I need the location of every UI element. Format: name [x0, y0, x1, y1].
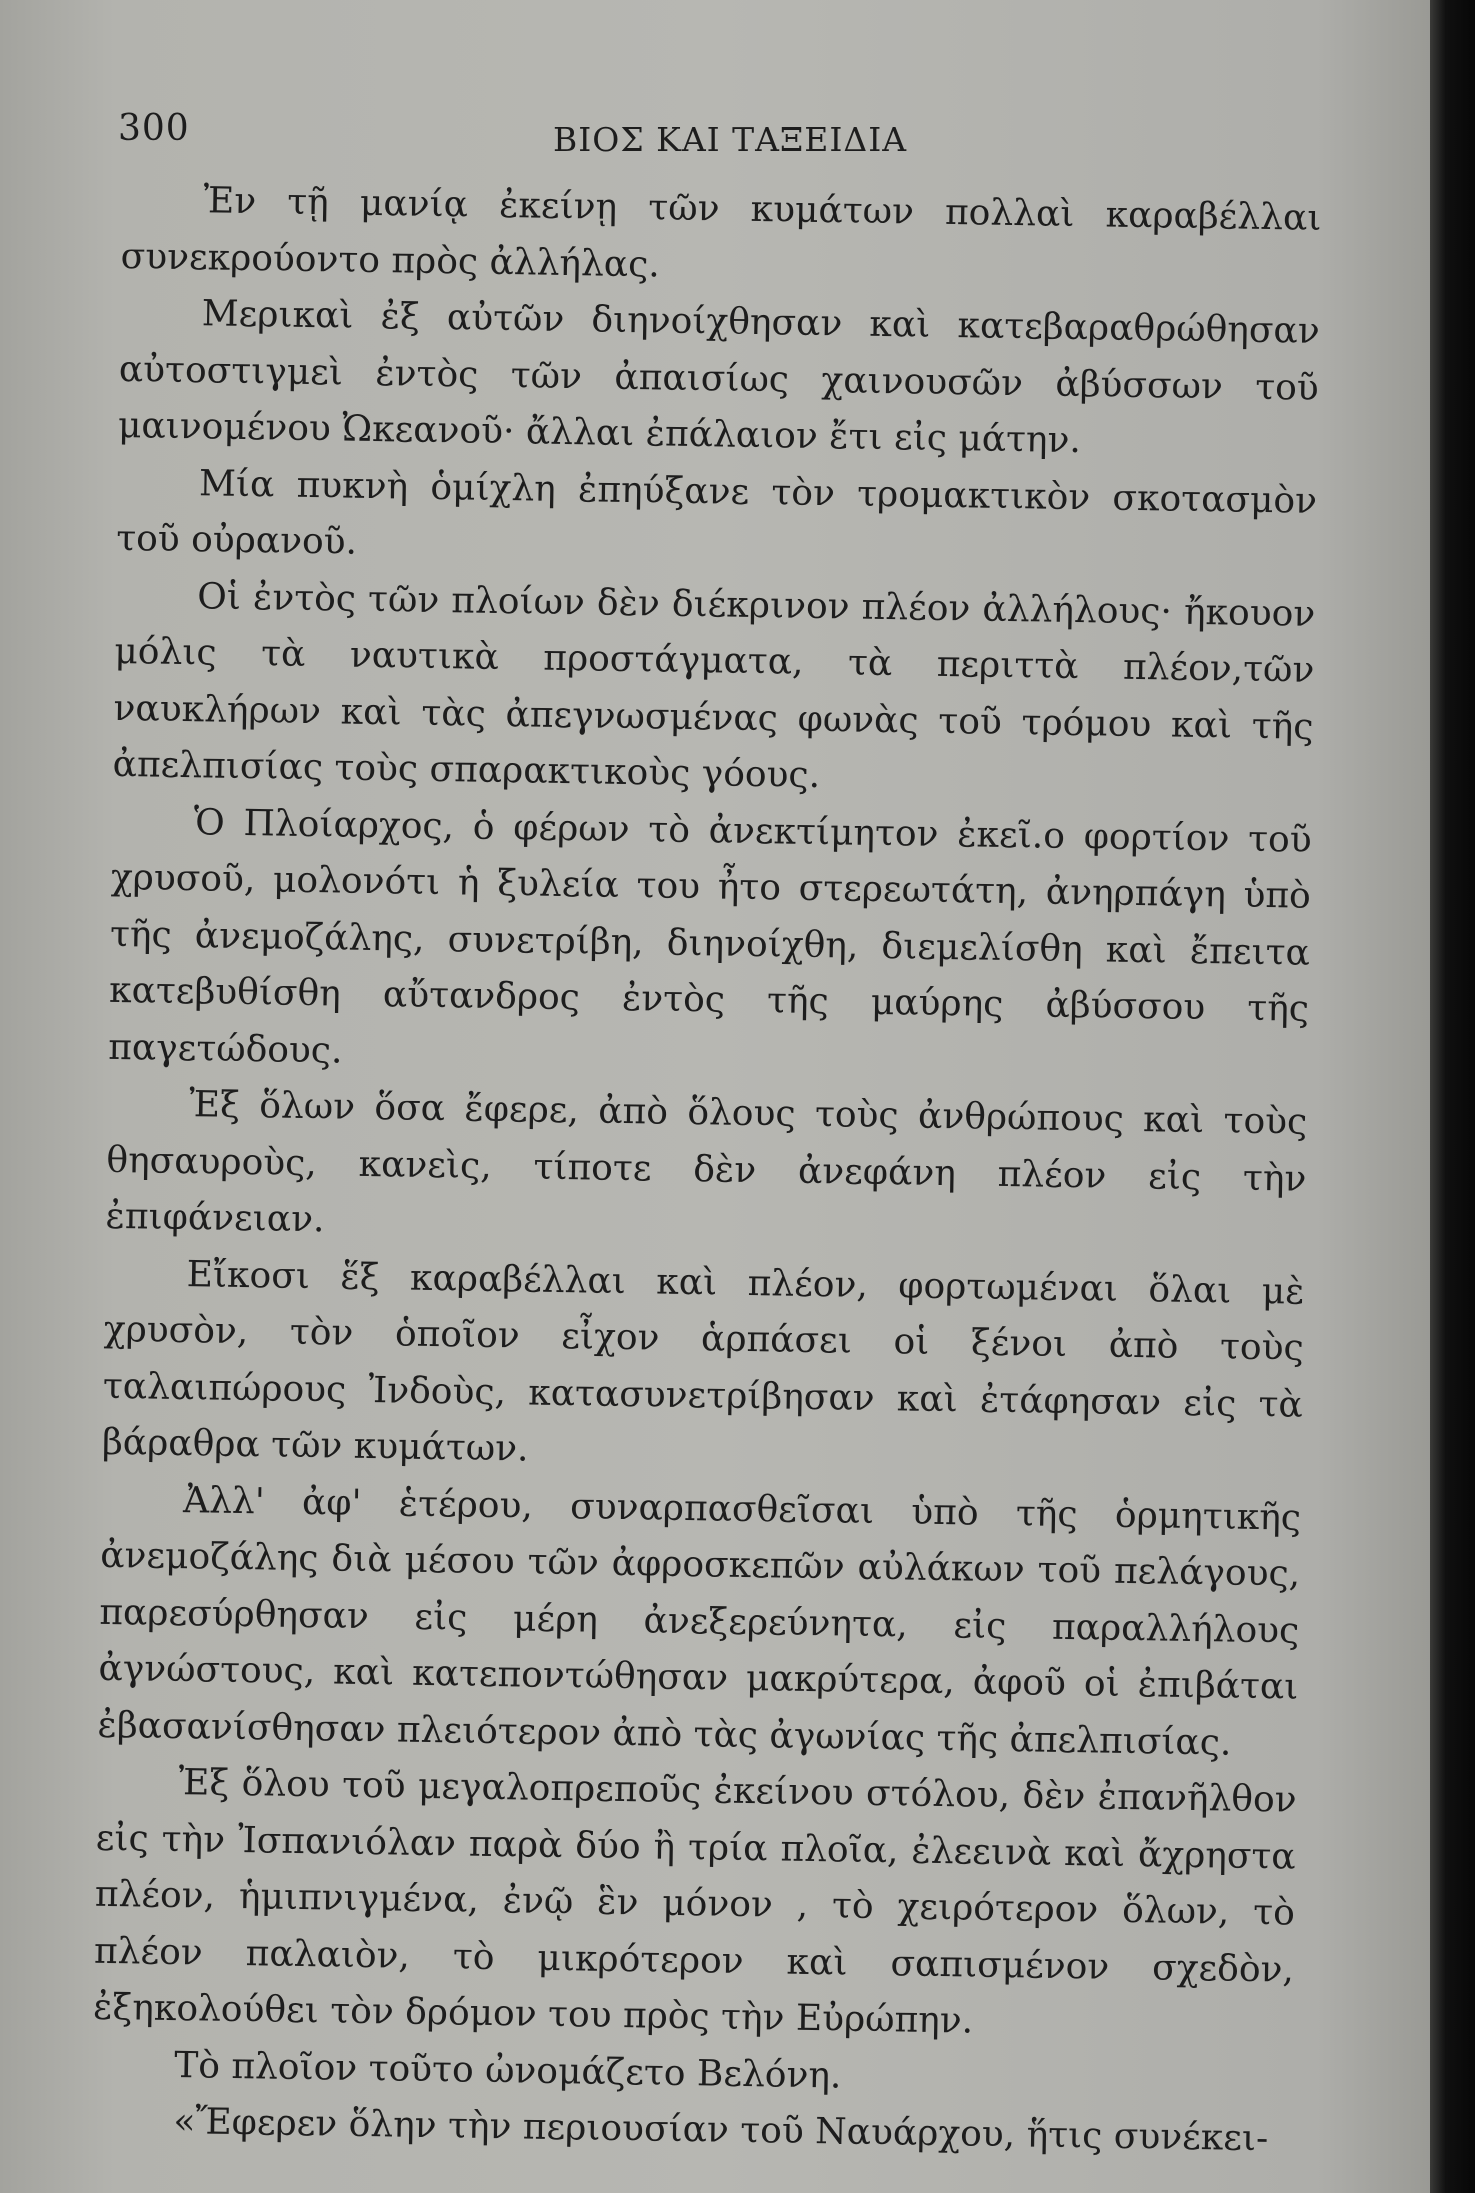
paragraph: Ἐξ ὅλων ὅσα ἔφερε, ἀπὸ ὅλους τοὺς ἀνθρώπους καὶ τοὺς θησαυροὺς, κανεὶς, τίποτε δὲν ἀνεφάνη πλέον εἰς τὴν ἐπιφάνειαν.	[105, 1084, 1308, 1241]
paragraph: Μία πυκνὴ ὁμίχλη ἐπηύξανε τὸν τρομακτικὸν σκοτασμὸν τοῦ οὐρανοῦ.	[115, 462, 1318, 563]
paragraph: Ἐν τῇ μανίᾳ ἐκείνῃ τῶν κυμάτων πολλαὶ καραβέλλαι συνεκρούοντο πρὸς ἀλλήλας.	[120, 180, 1322, 285]
paragraph: Τὸ πλοῖον τοῦτο ὠνομάζετο Βελόνη.	[173, 2044, 842, 2097]
paragraph: Ἀλλ' ἀφ' ἑτέρου, συναρπασθεῖσαι ὑπὸ τῆς ὁρμητικῆς ἀνεμοζάλης διὰ μέσου τῶν ἀφροσκεπῶν αὐλάκων τοῦ πελάγους, παρεσύρθησαν εἰς μέρη ἀνεξερεύνητα, εἰς παραλλήλους ἀγνώστους, καὶ κατεποντώθησαν μακρύτερα, ἀφοῦ οἱ ἐπιβάται ἐβασανίσθησαν πλειότερον ἀπὸ τὰς ἀγωνίας τῆς ἀπελπισίας.	[97, 1479, 1302, 1764]
paragraph: Ὁ Πλοίαρχος, ὁ φέρων τὸ ἀνεκτίμητον ἐκεῖ.ο φορτίον τοῦ χρυσοῦ, μολονότι ἡ ξυλεία του ἦτο στερεωτάτη, ἀνηρπάγη ὑπὸ τῆς ἀνεμοζάλης, συνετρίβη, διηνοίχθη, διεμελίσθη καὶ ἔπειτα κατεβυθίσθη αὔτανδρος ἐντὸς τῆς μαύρης ἀβύσσου τῆς παγετώδους.	[107, 801, 1312, 1072]
paragraph: Μερικαὶ ἐξ αὐτῶν διηνοίχθησαν καὶ κατεβαραθρώθησαν αὐτοστιγμεὶ ἐντὸς τῶν ἀπαισίως χαινουσῶν ἀβύσσων τοῦ μαινομένου Ὠκεανοῦ· ἄλλαι ἐπάλαιον ἔτι εἰς μάτην.	[117, 293, 1320, 462]
book-gutter-shadow	[1430, 0, 1475, 2193]
page-number: 300	[118, 108, 190, 149]
paragraph: Οἱ ἐντὸς τῶν πλοίων δὲν διέκρινον πλέον ἀλλήλους· ἤκουον μόλις τὰ ναυτικὰ προστάγματα, τὰ περιττὰ πλέον,τῶν ναυκλήρων καὶ τὰς ἀπεγνωσμένας φωνὰς τοῦ τρόμου καὶ τῆς ἀπελπισίας τοὺς σπαρακτικοὺς γόους.	[112, 575, 1316, 797]
paragraph: Εἴκοσι ἕξ καραβέλλαι καὶ πλέον, φορτωμέναι ὅλαι μὲ χρυσὸν, τὸν ὁποῖον εἶχον ἁρπάσει οἱ ξένοι ἀπὸ τοὺς ταλαιπώρους Ἰνδοὺς, κατασυνετρίβησαν καὶ ἐτάφησαν εἰς τὰ βάραθρα τῶν κυμάτων.	[101, 1253, 1305, 1470]
page-header	[118, 108, 1318, 168]
paragraph: «Ἔφερεν ὅλην τὴν περιουσίαν τοῦ Ναυάρχου, ἥτις συνέκει-	[173, 2101, 1269, 2160]
running-title: ΒΙΟΣ ΚΑΙ ΤΑΞΕΙΔΙΑ	[553, 120, 908, 159]
paragraph: Ἐξ ὅλου τοῦ μεγαλοπρεποῦς ἐκείνου στόλου, δὲν ἐπανῆλθον εἰς τὴν Ἰσπανιόλαν παρὰ δύο ἢ τρία πλοῖα, ἐλεεινὰ καὶ ἄχρηστα πλέον, ἡμιπνιγμένα, ἐνῷ ἓν μόνον , τὸ χειρότερον ὅλων, τὸ πλέον παλαιὸν, τὸ μικρότερον καὶ σαπισμένον σχεδὸν, ἐξηκολούθει τὸν δρόμον του πρὸς τὴν Εὐρώπην.	[92, 1762, 1297, 2042]
body-text	[91, 172, 1322, 2168]
